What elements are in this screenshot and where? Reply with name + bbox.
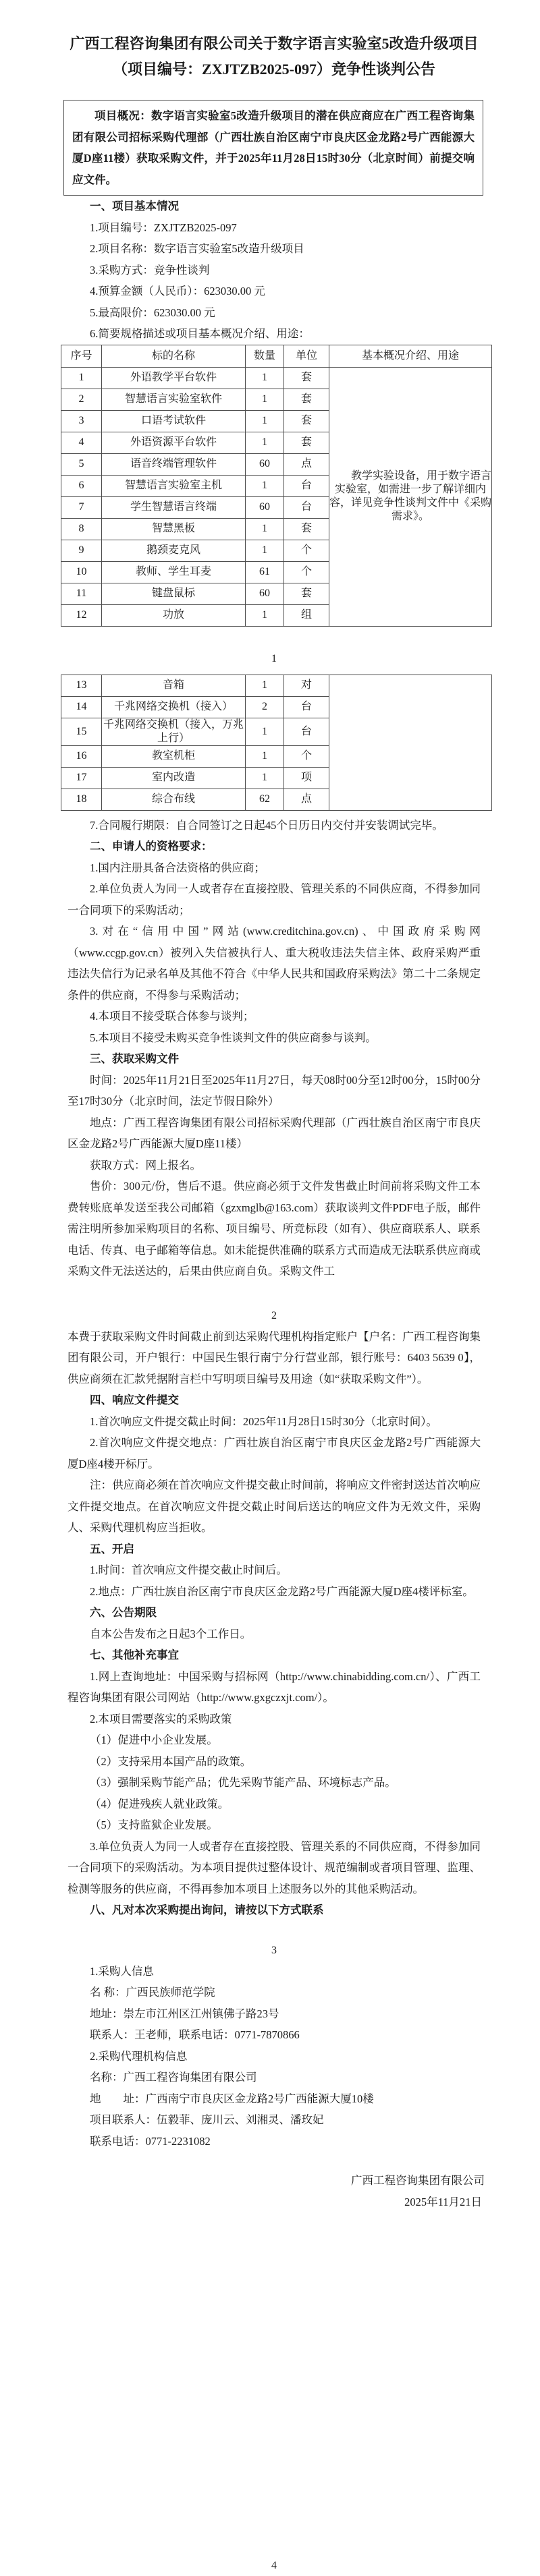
paragraph: 5.最高限价：623030.00 元 [90, 306, 215, 319]
cell-qty: 1 [246, 518, 284, 540]
cell-unit: 对 [284, 675, 329, 696]
project-overview-box: 项目概况：数字语言实验室5改造升级项目的潜在供应商应在广西工程咨询集团有限公司招标采购代理部（广西壮族自治区南宁市良庆区金龙路2号广西能源大厦D座11楼）获取采购文件，并于2025年11月28日15时30分（北京时间）前提交响应文件。 [63, 100, 483, 196]
cell-no: 8 [61, 518, 102, 540]
cell-name: 智慧黑板 [102, 518, 246, 540]
page-number-3: 3 [271, 1944, 277, 1956]
cell-name: 音箱 [102, 675, 246, 696]
cell-description: 教学实验设备，用于数字语言实验室，如需进一步了解详细内容，详见竞争性谈判文件中《采购需求》。 [329, 367, 492, 626]
cell-no: 11 [61, 583, 102, 604]
section-submission-and-other [68, 1326, 481, 1921]
col-header-desc: 基本概况介绍、用途 [329, 345, 492, 367]
cell-name: 千兆网络交换机（接入，万兆上行） [102, 718, 246, 745]
cell-name: 外语资源平台软件 [102, 432, 246, 453]
signature-date: 2025年11月21日 [404, 2195, 482, 2208]
cell-qty: 1 [246, 718, 284, 745]
paragraph: 4.本项目不接受联合体参与谈判； [90, 1010, 254, 1023]
cell-name: 智慧语言实验室主机 [102, 475, 246, 496]
cell-qty: 62 [246, 789, 284, 810]
col-header-unit: 单位 [284, 345, 329, 367]
paragraph: 联系电话：0771-2231082 [90, 2134, 211, 2148]
cell-no: 4 [61, 432, 102, 453]
paragraph: 获取方式：网上报名。 [90, 1158, 201, 1172]
cell-unit: 套 [284, 389, 329, 410]
cell-qty: 1 [246, 432, 284, 453]
cell-no: 13 [61, 675, 102, 696]
paragraph: 3.采购方式：竞争性谈判 [90, 263, 210, 277]
document-title-line1: 广西工程咨询集团有限公司关于数字语言实验室5改造升级项目 [70, 35, 479, 52]
paragraph: 3.对在“信用中国”网站(www.creditchina.gov.cn)、中国政府采购网（www.ccgp.gov.cn）被列入失信被执行人、重大税收违法失信主体、政府采购严重违法失信行为记录名单及其他不符合《中华人民共和国政府采购法》第二十二条规定条件的供应商，不得参与采购活动； [68, 925, 481, 1002]
cell-unit: 点 [284, 453, 329, 475]
paragraph: 地址：崇左市江州区江州镇佛子路23号 [90, 2007, 279, 2020]
paragraph: 2.地点：广西壮族自治区南宁市良庆区金龙路2号广西能源大厦D座4楼评标室。 [90, 1584, 474, 1598]
cell-unit: 组 [284, 604, 329, 626]
document-title [68, 31, 481, 82]
paragraph: 地点：广西工程咨询集团有限公司招标采购代理部（广西壮族自治区南宁市良庆区金龙路2号广西能源大厦D座11楼） [68, 1116, 481, 1150]
cell-name: 智慧语言实验室软件 [102, 389, 246, 410]
items-table-page2 [61, 675, 492, 811]
cell-name: 综合布线 [102, 789, 246, 810]
cell-unit: 套 [284, 367, 329, 389]
cell-no: 15 [61, 718, 102, 745]
paragraph: 注：供应商必须在首次响应文件提交截止时间前，将响应文件密封送达首次响应文件提交地点。在首次响应文件提交截止时间后送达的响应文件为无效文件，采购人、采购代理机构应当拒收。 [68, 1479, 481, 1534]
signature-block [68, 2170, 485, 2212]
cell-name: 外语教学平台软件 [102, 367, 246, 389]
cell-qty: 1 [246, 475, 284, 496]
paragraph: 1.网上查询地址：中国采购与招标网（http://www.chinabidding.com.cn/）、广西工程咨询集团有限公司网站（http://www.gxgczxjt.com/）。 [68, 1669, 481, 1704]
paragraph: 1.项目编号：ZXJTZB2025-097 [90, 221, 237, 234]
cell-no: 6 [61, 475, 102, 496]
page-number-4: 4 [271, 2560, 277, 2571]
cell-name: 功放 [102, 604, 246, 626]
cell-no: 18 [61, 789, 102, 810]
paragraph: 4.预算金额（人民币）：623030.00 元 [90, 285, 265, 297]
cell-name: 教室机柜 [102, 745, 246, 767]
paragraph: 地 址：广西南宁市良庆区金龙路2号广西能源大厦10楼 [90, 2092, 374, 2105]
page-number-2: 2 [271, 1309, 277, 1321]
paragraph: 2.项目名称：数字语言实验室5改造升级项目 [90, 242, 304, 255]
signature-company: 广西工程咨询集团有限公司 [351, 2174, 485, 2187]
col-header-no: 序号 [61, 345, 102, 367]
cell-qty: 2 [246, 696, 284, 718]
paragraph: （4）促进残疾人就业政策。 [90, 1797, 230, 1810]
section-heading: 五、开启 [90, 1542, 134, 1555]
col-header-name: 标的名称 [102, 345, 246, 367]
col-header-qty: 数量 [246, 345, 284, 367]
cell-no: 10 [61, 561, 102, 583]
cell-qty: 1 [246, 389, 284, 410]
cell-qty: 1 [246, 367, 284, 389]
section-heading: 八、凡对本次采购提出询问，请按以下方式联系 [90, 1904, 324, 1916]
paragraph: 售价：300元/份，售后不退。供应商必须于文件发售截止时间前将采购文件工本费转账底单发送至我公司邮箱（gzxmglb@163.com）获取谈判文件PDF电子版，邮件需注明所参加采购项目的名称、项目编号、所竞标段（如有）、供应商联系人、联系电话、传真、电子邮箱等信息。如未能提供准确的联系方式而造成无法联系供应商或采购文件无法送达的，后果由供应商自负。采购文件工 [68, 1180, 481, 1278]
section-heading: 四、响应文件提交 [90, 1394, 179, 1406]
section-requirements-and-documents [68, 815, 481, 1282]
cell-name: 教师、学生耳麦 [102, 561, 246, 583]
cell-unit: 台 [284, 496, 329, 518]
table-row [61, 367, 492, 389]
cell-qty: 1 [246, 604, 284, 626]
section-contact-info [68, 1961, 481, 2152]
cell-no: 3 [61, 410, 102, 432]
paragraph: （2）支持采用本国产品的政策。 [90, 1754, 252, 1768]
paragraph: 名 称：广西民族师范学院 [90, 1986, 215, 1999]
cell-no: 14 [61, 696, 102, 718]
paragraph: 1.国内注册具备合法资格的供应商； [90, 861, 265, 874]
paragraph: （3）强制采购节能产品；优先采购节能产品、环境标志产品。 [90, 1776, 396, 1789]
cell-description-empty [329, 675, 492, 810]
cell-unit: 套 [284, 432, 329, 453]
paragraph: 自本公告发布之日起3个工作日。 [90, 1627, 252, 1640]
section-heading: 二、申请人的资格要求： [90, 840, 213, 853]
cell-no: 12 [61, 604, 102, 626]
cell-qty: 1 [246, 675, 284, 696]
cell-no: 1 [61, 367, 102, 389]
table-row [61, 675, 492, 696]
paragraph: 项目联系人：伍毅菲、庞川云、刘湘灵、潘玫妃 [90, 2113, 324, 2126]
section-heading: 六、公告期限 [90, 1606, 157, 1619]
cell-unit: 套 [284, 518, 329, 540]
paragraph: （1）促进中小企业发展。 [90, 1734, 218, 1746]
cell-no: 7 [61, 496, 102, 518]
cell-name: 鹅颈麦克风 [102, 540, 246, 561]
cell-unit: 点 [284, 789, 329, 810]
cell-name: 语音终端管理软件 [102, 453, 246, 475]
cell-name: 室内改造 [102, 767, 246, 789]
section-heading: 一、项目基本情况 [90, 200, 179, 212]
cell-qty: 1 [246, 745, 284, 767]
paragraph: 1.时间：首次响应文件提交截止时间后。 [90, 1564, 288, 1576]
section-basic-info [68, 196, 481, 345]
cell-qty: 61 [246, 561, 284, 583]
cell-qty: 60 [246, 496, 284, 518]
paragraph: 名称：广西工程咨询集团有限公司 [90, 2071, 257, 2084]
cell-name: 键盘鼠标 [102, 583, 246, 604]
page-number-1: 1 [271, 652, 277, 664]
cell-no: 16 [61, 745, 102, 767]
paragraph: 1.首次响应文件提交截止时间：2025年11月28日15时30分（北京时间）。 [90, 1414, 438, 1428]
cell-qty: 1 [246, 767, 284, 789]
paragraph: 6.简要规格描述或项目基本概况介绍、用途： [90, 327, 310, 340]
paragraph: 2.单位负责人为同一人或者存在直接控股、管理关系的不同供应商，不得参加同一合同项下的采购活动； [68, 882, 481, 917]
cell-name: 口语考试软件 [102, 410, 246, 432]
section-heading: 三、获取采购文件 [90, 1052, 179, 1065]
paragraph: 联系人：王老师，联系电话：0771-7870866 [90, 2028, 300, 2041]
paragraph: 3.单位负责人为同一人或者存在直接控股、管理关系的不同供应商，不得参加同一合同项下的采购活动。为本项目提供过整体设计、规范编制或者项目管理、监理、检测等服务的供应商，不得再参加本项目上述服务以外的其他采购活动。 [68, 1839, 481, 1895]
items-table-header-row [61, 345, 492, 367]
cell-qty: 1 [246, 540, 284, 561]
cell-no: 5 [61, 453, 102, 475]
cell-unit: 个 [284, 540, 329, 561]
paragraph: 7.合同履行期限：自合同签订之日起45个日历日内交付并安装调试完毕。 [90, 818, 443, 832]
cell-unit: 个 [284, 561, 329, 583]
cell-unit: 台 [284, 718, 329, 745]
cell-unit: 套 [284, 583, 329, 604]
cell-no: 9 [61, 540, 102, 561]
cell-unit: 套 [284, 410, 329, 432]
cell-unit: 项 [284, 767, 329, 789]
paragraph: 本费于获取采购文件时间截止前到达采购代理机构指定账户【户名：广西工程咨询集团有限公司，开户银行：中国民生银行南宁分行营业部，银行账号：6403 5639 0】，供应商须在汇款凭据附言栏中写明项目编号及用途（如“获取采购文件”）。 [68, 1329, 481, 1385]
cell-unit: 个 [284, 745, 329, 767]
cell-name: 千兆网络交换机（接入） [102, 696, 246, 718]
cell-unit: 台 [284, 475, 329, 496]
cell-qty: 60 [246, 453, 284, 475]
cell-no: 2 [61, 389, 102, 410]
paragraph: 2.本项目需要落实的采购政策 [90, 1712, 232, 1725]
cell-no: 17 [61, 767, 102, 789]
document-title-line2: （项目编号：ZXJTZB2025-097）竞争性谈判公告 [113, 61, 435, 78]
items-table-page1 [61, 345, 492, 627]
cell-qty: 60 [246, 583, 284, 604]
cell-unit: 台 [284, 696, 329, 718]
paragraph: （5）支持监狱企业发展。 [90, 1819, 218, 1831]
paragraph: 2.采购代理机构信息 [90, 2049, 188, 2063]
cell-name: 学生智慧语言终端 [102, 496, 246, 518]
section-heading: 七、其他补充事宜 [90, 1649, 179, 1661]
paragraph: 1.采购人信息 [90, 1964, 154, 1978]
paragraph: 时间：2025年11月21日至2025年11月27日，每天08时00分至12时00分，15时00分至17时30分（北京时间，法定节假日除外） [68, 1073, 481, 1108]
cell-qty: 1 [246, 410, 284, 432]
paragraph: 5.本项目不接受未购买竞争性谈判文件的供应商参与谈判。 [90, 1031, 377, 1044]
paragraph: 2.首次响应文件提交地点：广西壮族自治区南宁市良庆区金龙路2号广西能源大厦D座4楼开标厅。 [68, 1436, 481, 1470]
